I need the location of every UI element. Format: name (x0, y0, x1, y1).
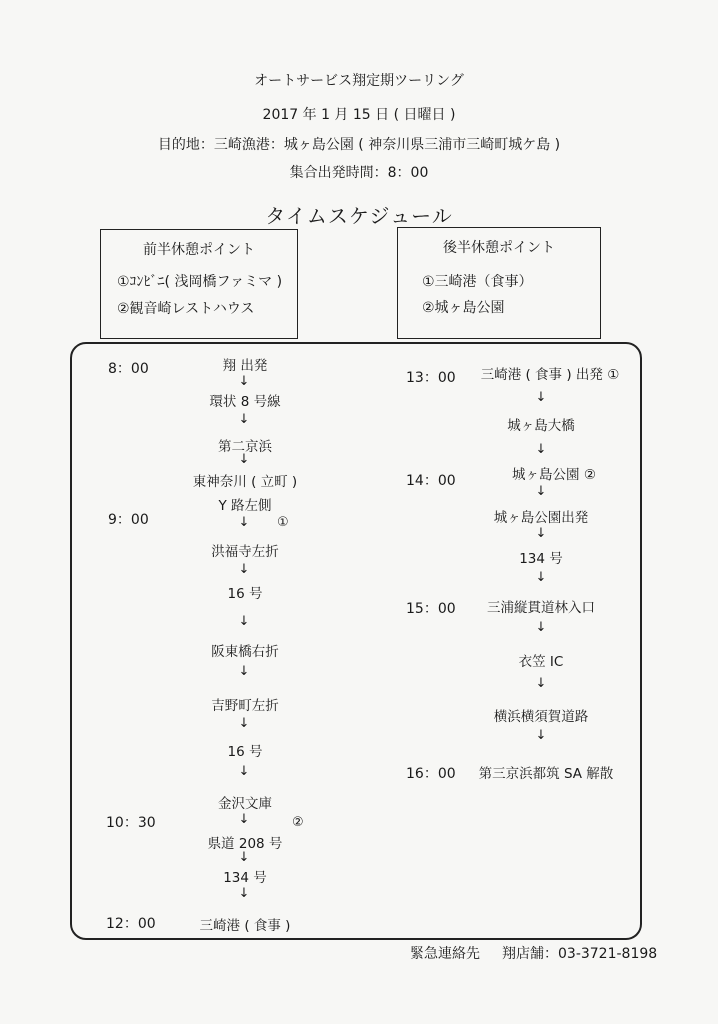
down-arrow-icon: ↓ (238, 515, 250, 530)
first-half-rest-title: 前半休憩ポイント (143, 242, 255, 258)
meeting-time: 集合出発時間：8：00 (289, 165, 429, 181)
route-step: Y 路左側 (218, 498, 272, 514)
route-step: 三浦縦貫道林入口 (487, 600, 595, 616)
event-title: オートサービス翔定期ツーリング (254, 73, 464, 89)
time-label: 8：00 (108, 361, 149, 377)
route-step: 県道 208 号 (207, 836, 283, 852)
time-label: 13：00 (406, 370, 456, 386)
down-arrow-icon: ↓ (535, 676, 547, 691)
down-arrow-icon: ↓ (238, 716, 250, 731)
route-step: 第二京浜 (218, 439, 272, 455)
down-arrow-icon: ↓ (535, 526, 547, 541)
first-half-rest-box (100, 229, 298, 339)
route-step: 城ヶ島大橋 (507, 418, 575, 434)
first-half-rest-item: ②観音崎レストハウス (117, 301, 255, 317)
time-label: 10：30 (106, 815, 156, 831)
second-half-rest-title: 後半休憩ポイント (443, 240, 555, 256)
route-step: 16 号 (227, 586, 263, 602)
down-arrow-icon: ↓ (238, 614, 250, 629)
route-step: 翔 出発 (222, 358, 268, 374)
route-step: 横浜横須賀道路 (493, 709, 589, 725)
second-half-rest-item: ①三崎港（食事） (422, 274, 533, 290)
route-step: 134 号 (223, 870, 267, 886)
shop-phone: 翔店舗：03-3721-8198 (502, 946, 658, 962)
time-label: 9：00 (108, 512, 149, 528)
first-half-rest-item: ①ｺﾝﾋﾞﾆ( 浅岡橋ファミマ ) (117, 274, 283, 290)
down-arrow-icon: ↓ (535, 620, 547, 635)
route-step: 洪福寺左折 (211, 544, 279, 560)
route-step: 16 号 (227, 744, 263, 760)
time-label: 16：00 (406, 766, 456, 782)
down-arrow-icon: ↓ (238, 412, 250, 427)
route-step: 衣笠 IC (518, 654, 564, 670)
schedule-title: タイムスケジュール (265, 204, 453, 228)
destination: 目的地：三崎漁港：城ヶ島公園 ( 神奈川県三浦市三崎町城ケ島 ) (157, 137, 561, 153)
down-arrow-icon: ↓ (535, 442, 547, 457)
down-arrow-icon: ↓ (238, 812, 250, 827)
time-label: 14：00 (406, 473, 456, 489)
down-arrow-icon: ↓ (535, 484, 547, 499)
second-half-rest-item: ②城ヶ島公園 (422, 300, 505, 316)
route-step: 第三京浜都筑 SA 解散 (478, 766, 614, 782)
time-label: 15：00 (406, 601, 456, 617)
route-step: 三崎港 ( 食事 ) (199, 918, 291, 934)
rest-marker-1: ① (277, 515, 289, 530)
route-step: 阪東橋右折 (211, 644, 279, 660)
rest-marker-2: ② (292, 815, 304, 830)
down-arrow-icon: ↓ (238, 850, 250, 865)
down-arrow-icon: ↓ (238, 886, 250, 901)
down-arrow-icon: ↓ (238, 664, 250, 679)
down-arrow-icon: ↓ (238, 374, 250, 389)
route-step: 城ヶ島公園出発 (493, 510, 589, 526)
down-arrow-icon: ↓ (238, 562, 250, 577)
down-arrow-icon: ↓ (535, 390, 547, 405)
second-half-rest-box (397, 227, 601, 339)
route-step: 環状 8 号線 (209, 394, 281, 410)
route-step: 東神奈川 ( 立町 ) (192, 474, 298, 490)
down-arrow-icon: ↓ (238, 452, 250, 467)
route-step: 金沢文庫 (218, 796, 272, 812)
down-arrow-icon: ↓ (535, 728, 547, 743)
emergency-contact-label: 緊急連絡先 (410, 946, 480, 962)
route-step: 134 号 (519, 551, 563, 567)
route-step: 三崎港 ( 食事 ) 出発 ① (480, 367, 620, 383)
time-label: 12：00 (106, 916, 156, 932)
event-date: 2017 年 1 月 15 日 ( 日曜日 ) (262, 107, 456, 123)
down-arrow-icon: ↓ (238, 764, 250, 779)
route-step: 城ヶ島公園 ② (512, 467, 596, 483)
route-step: 吉野町左折 (211, 698, 279, 714)
down-arrow-icon: ↓ (535, 570, 547, 585)
